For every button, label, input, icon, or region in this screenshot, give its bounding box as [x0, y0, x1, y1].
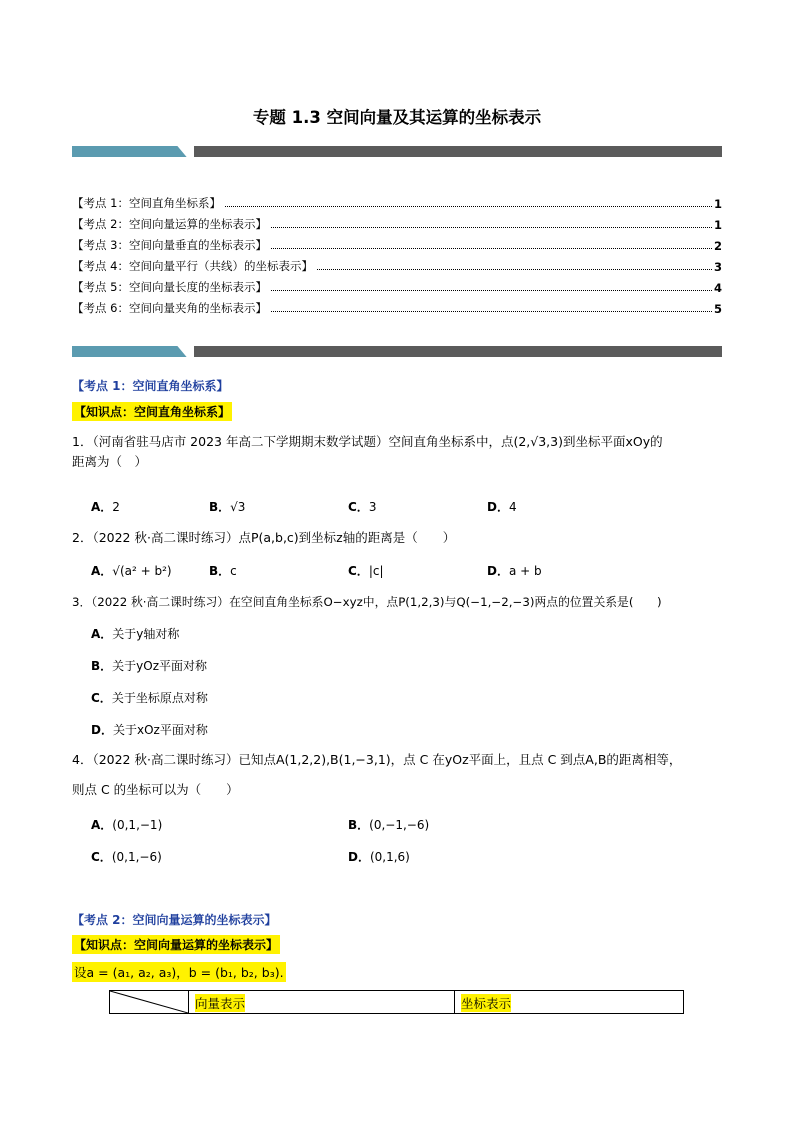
toc-entry[interactable]: 【考点 3：空间向量垂直的坐标表示】 2: [72, 238, 722, 253]
header-divider-band: [72, 146, 722, 157]
option-d[interactable]: D．(0,1,6): [348, 850, 410, 864]
table-header-cell: [189, 991, 455, 1013]
option-b[interactable]: B．关于yOz平面对称: [91, 659, 208, 673]
question-3: [72, 592, 722, 612]
table-header-cell: [455, 991, 683, 1013]
option-c[interactable]: C．3: [348, 500, 377, 514]
question-1: [72, 432, 722, 472]
table-corner-cell: [110, 991, 189, 1013]
question-2: [72, 528, 722, 548]
vector-setup-formula: 设a = (a₁, a₂, a₃)，b = (b₁, b₂, b₃).: [72, 962, 286, 982]
question-4: [72, 750, 722, 800]
knowledge-point-label: 【知识点：空间直角坐标系】: [72, 402, 232, 421]
table-of-contents: [72, 190, 722, 316]
toc-entry[interactable]: 【考点 6：空间向量夹角的坐标表示】 5: [72, 301, 722, 316]
option-c[interactable]: C．(0,1,−6): [91, 850, 162, 864]
option-c[interactable]: C．|c|: [348, 564, 384, 578]
question-text: 2．（2022 秋·高二课时练习）点P(a,b,c)到坐标z轴的距离是（ ）: [72, 530, 456, 545]
option-a[interactable]: A．(0,1,−1): [91, 818, 163, 832]
question-text: 距离为（ ）: [72, 454, 148, 469]
option-b[interactable]: B．(0,−1,−6): [348, 818, 430, 832]
option-b[interactable]: B．√3: [209, 500, 246, 514]
question-text: 则点 C 的坐标可以为（ ）: [72, 782, 239, 797]
option-d[interactable]: D．关于xOz平面对称: [91, 723, 208, 737]
option-a[interactable]: A．关于y轴对称: [91, 627, 180, 641]
header-coordinate-representation: 坐标表示: [461, 996, 512, 1011]
question-text: 1．（河南省驻马店市 2023 年高二下学期期末数学试题）空间直角坐标系中，点(2,√3,3)到坐标平面xOy的: [72, 434, 663, 449]
section-heading: 【考点 1：空间直角坐标系】: [72, 379, 229, 393]
toc-entry[interactable]: 【考点 1：空间直角坐标系】 1: [72, 196, 722, 211]
vector-operations-table: [109, 990, 684, 1014]
option-d[interactable]: D．4: [487, 500, 517, 514]
section-heading: 【考点 2：空间向量运算的坐标表示】: [72, 913, 277, 927]
diagonal-line-icon: [110, 991, 188, 1013]
header-vector-representation: 向量表示: [195, 996, 246, 1011]
toc-entry[interactable]: 【考点 4：空间向量平行（共线）的坐标表示】 3: [72, 259, 722, 274]
option-d[interactable]: D．a + b: [487, 564, 542, 578]
question-text: 3．（2022 秋·高二课时练习）在空间直角坐标系O−xyz中，点P(1,2,3)与Q(−1,−2,−3)两点的位置关系是( ): [72, 595, 662, 609]
toc-entry[interactable]: 【考点 5：空间向量长度的坐标表示】 4: [72, 280, 722, 295]
option-c[interactable]: C．关于坐标原点对称: [91, 691, 208, 705]
section-divider-band: [72, 346, 722, 357]
toc-entry[interactable]: 【考点 2：空间向量运算的坐标表示】 1: [72, 217, 722, 232]
knowledge-point-label: 【知识点：空间向量运算的坐标表示】: [72, 935, 280, 954]
page-title: 专题 1.3 空间向量及其运算的坐标表示: [252, 108, 542, 127]
option-a[interactable]: A．√(a² + b²): [91, 564, 172, 578]
question-text: 4．（2022 秋·高二课时练习）已知点A(1,2,2),B(1,−3,1)，点 C 在yOz平面上，且点 C 到点A,B的距离相等，: [72, 752, 682, 767]
option-a[interactable]: A．2: [91, 500, 120, 514]
option-b[interactable]: B．c: [209, 564, 237, 578]
